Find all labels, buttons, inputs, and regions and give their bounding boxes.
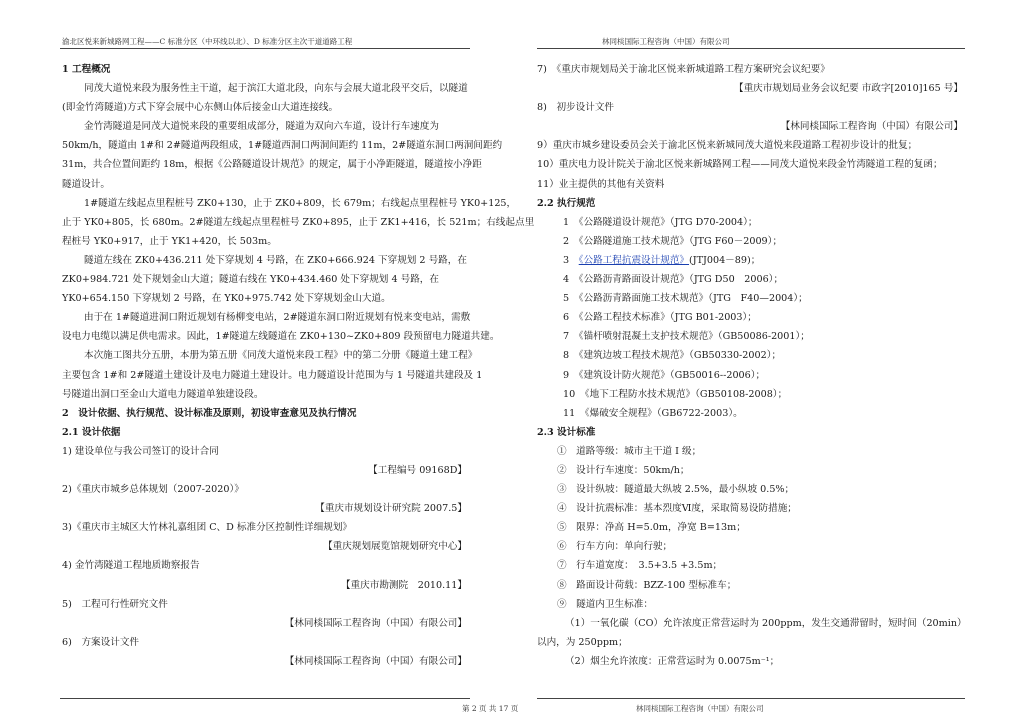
- right-line: ① 道路等级：城市主干道 I 级；: [557, 445, 702, 457]
- header-left: 渝北区悦来新城路网工程——C 标准分区（中环线以北）、D 标准分区主次干道道路工程: [62, 37, 353, 46]
- right-line: ⑨ 隧道内卫生标准：: [557, 598, 653, 610]
- left-line: 2.1 设计依据: [62, 426, 121, 438]
- left-line: 【重庆市勘测院 2010.11】: [340, 579, 467, 591]
- footer-company: 林同棪国际工程咨询（中国）有限公司: [636, 704, 764, 713]
- right-line[interactable]: 3 《公路工程抗震设计规范》(JTJ004－89)；: [563, 254, 761, 266]
- right-line: ⑤ 限界：净高 H=5.0m，净宽 B=13m；: [557, 522, 746, 534]
- left-line: 31m，共合位置间距约 18m，根据《公路隧道设计规范》的规定，属于小净距隧道，隧道按小净距: [62, 159, 482, 171]
- left-line: (即金竹湾隧道)方式下穿会展中心东侧山体后接金山大道连接线。: [62, 102, 339, 114]
- right-line: 【重庆市规划局业务会议纪要 市政字[2010]165 号】: [734, 83, 963, 95]
- right-line: 以内，为 250ppm；: [537, 636, 628, 648]
- right-line: 8 《建筑边坡工程技术规范》（GB50330-2002）；: [563, 350, 782, 362]
- left-line: 4) 金竹湾隧道工程地质勘察报告: [62, 560, 200, 572]
- left-line: 5) 工程可行性研究文件: [62, 598, 168, 610]
- left-line: 2 设计依据、执行规范、设计标准及原则，初设审查意见及执行情况: [62, 407, 357, 419]
- footer-rule-right: [537, 698, 965, 699]
- left-line: 【林同棪国际工程咨询（中国）有限公司】: [284, 655, 467, 667]
- left-line: 隧道左线在 ZK0+436.211 处下穿规划 4 号路，在 ZK0+666.924 下穿规划 2 号路，在: [84, 254, 467, 266]
- right-line: 11）业主提供的其他有关资料: [537, 178, 665, 190]
- right-line: 10）重庆电力设计院关于渝北区悦来新城路网工程——同茂大道悦来段金竹湾隧道工程的复函；: [537, 159, 943, 171]
- left-line: 主要包含 1#和 2#隧道土建设计及电力隧道土建设计。电力隧道设计范围为与 1 号隧道共建段及 1: [62, 369, 483, 381]
- right-line: 8) 初步设计文件: [537, 102, 615, 114]
- right-line: ⑥ 行车方向：单向行驶；: [557, 541, 673, 553]
- left-line: 【重庆市规划设计研究院 2007.5】: [315, 503, 467, 515]
- right-line: 2.3 设计标准: [537, 426, 596, 438]
- left-line: 3)《重庆市主城区大竹林礼嘉组团 C、D 标准分区控制性详细规划》: [62, 522, 353, 534]
- header-rule-left: [60, 48, 470, 49]
- right-line: 7) 《重庆市规划局关于渝北区悦来新城道路工程方案研究会议纪要》: [537, 64, 830, 75]
- header-rule-right: [537, 48, 965, 49]
- left-line: YK0+654.150 下穿规划 2 号路，在 YK0+975.742 处下穿规划金山大道。: [62, 293, 391, 305]
- right-line: （2）烟尘允许浓度：正常营运时为 0.0075m⁻¹；: [565, 655, 780, 667]
- right-line: 1 《公路隧道设计规范》（JTG D70-2004）；: [563, 216, 758, 228]
- left-line: 号隧道出洞口至金山大道电力隧道单独建设段。: [62, 388, 264, 400]
- left-line: 止于 YK0+805，长 680m。2#隧道左线起点里程桩号 ZK0+895，止于 ZK1+416，长 521m；右线起点里: [62, 216, 535, 228]
- right-line: ⑦ 行车道宽度： 3.5+3.5 +3.5m；: [557, 560, 723, 572]
- left-line: 金竹湾隧道是同茂大道悦来段的重要组成部分，隧道为双向六车道，设计行车速度为: [84, 121, 439, 133]
- page-number: 第 2 页 共 17 页: [462, 704, 519, 713]
- left-line: 【重庆规划展览馆规划研究中心】: [323, 541, 467, 553]
- right-line: 2 《公路隧道施工技术规范》（JTG F60－2009）；: [563, 235, 783, 247]
- left-column: [62, 60, 535, 671]
- left-line: 【林同棪国际工程咨询（中国）有限公司】: [284, 617, 467, 629]
- left-line: ZK0+984.721 处下规划金山大道；隧道右线在 YK0+434.460 处下穿规划 4 号路，在: [62, 274, 439, 286]
- right-line: ④ 设计抗震标准：基本烈度Ⅵ度，采取简易设防措施；: [557, 503, 797, 515]
- right-line: 9 《建筑设计防火规范》（GB50016--2006）；: [563, 369, 766, 381]
- left-line: 1) 建设单位与我公司签订的设计合同: [62, 445, 219, 457]
- right-column: [537, 60, 967, 671]
- right-line: 11 《爆破安全规程》（GB6722-2003）。: [563, 407, 743, 419]
- header-right: 林同棪国际工程咨询（中国）有限公司: [602, 37, 730, 46]
- left-line: 由于在 1#隧道进洞口附近规划有杨柳变电站，2#隧道东洞口附近规划有悦来变电站，需敷: [84, 312, 471, 324]
- left-line: 50km/h，隧道由 1#和 2#隧道两段组成，1#隧道西洞口两洞间距约 11m，2#隧道东洞口两洞间距约: [62, 140, 503, 152]
- right-line: 2.2 执行规范: [537, 197, 596, 209]
- right-line: 7 《锚杆喷射混凝土支护技术规范》（GB50086-2001）；: [563, 331, 810, 343]
- right-line: ② 设计行车速度：50km/h；: [557, 464, 690, 476]
- right-line: 5 《公路沥青路面施工技术规范》（JTG F40—2004）；: [563, 293, 808, 305]
- left-line: 隧道设计。: [62, 178, 110, 190]
- spec-link[interactable]: 《公路工程抗震设计规范》: [578, 254, 690, 266]
- right-line: 【林同棪国际工程咨询（中国）有限公司】: [780, 121, 963, 133]
- right-line: ⑧ 路面设计荷载：BZZ-100 型标准车；: [557, 579, 737, 591]
- left-line: 同茂大道悦来段为服务性主干道，起于滨江大道北段，向东与会展大道北段平交后，以隧道: [84, 83, 468, 95]
- footer-rule-left: [60, 698, 470, 699]
- right-line: 9）重庆市城乡建设委员会关于渝北区悦来新城同茂大道悦来段道路工程初步设计的批复；: [537, 140, 918, 152]
- left-line: 设电力电缆以满足供电需求。因此，1#隧道左线隧道在 ZK0+130~ZK0+809 段预留电力隧道共建。: [62, 331, 500, 343]
- right-line: 4 《公路沥青路面设计规范》（JTG D50 2006）；: [563, 274, 784, 286]
- right-line: ③ 设计纵坡：隧道最大纵坡 2.5%，最小纵坡 0.5%；: [557, 484, 795, 496]
- left-line: 1#隧道左线起点里程桩号 ZK0+130，止于 ZK0+809，长 679m；右线起点里程桩号 YK0+125，: [84, 197, 517, 209]
- left-line: 1 工程概况: [62, 64, 111, 75]
- left-line: 本次施工图共分五册，本册为第五册《同茂大道悦来段工程》中的第二分册《隧道土建工程》: [84, 350, 478, 362]
- right-line: （1）一氧化碳（CO）允许浓度正常营运时为 200ppm，发生交通滞留时，短时间（20min）: [565, 617, 967, 629]
- right-line: 10 《地下工程防水技术规范》（GB50108-2008）；: [563, 388, 788, 400]
- left-line: 2)《重庆市城乡总体规划（2007-2020）》: [62, 484, 244, 496]
- left-line: 【工程编号 09168D】: [368, 464, 467, 476]
- right-line: 6 《公路工程技术标准》（JTG B01-2003）；: [563, 312, 757, 324]
- left-line: 6) 方案设计文件: [62, 636, 140, 648]
- left-line: 程桩号 YK0+917，止于 YK1+420，长 503m。: [62, 235, 277, 247]
